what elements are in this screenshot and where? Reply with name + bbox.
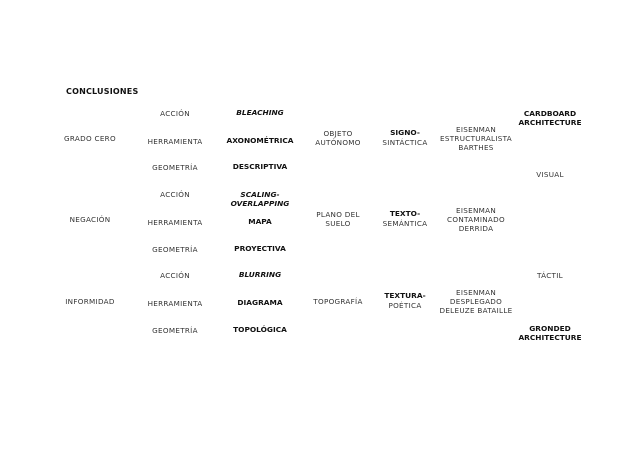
sub-geometria-3: GEOMETRÍA <box>152 326 198 335</box>
semantic-signo-line-2: SINTÁCTICA <box>382 137 428 147</box>
sense-cardboard-line-2: ARCHITECTURE <box>518 118 582 127</box>
row-label-informidad: INFORMIDAD <box>65 297 115 306</box>
author-eisenman-contaminado <box>447 206 505 233</box>
sense-grounded-architecture <box>518 324 581 342</box>
object-plano-line-2: SUELO <box>325 219 351 228</box>
author-3-line-2: DESPLEGADO <box>449 297 503 306</box>
term-scaling-overlapping <box>231 190 290 208</box>
term-proyectiva: PROYECTIVA <box>234 244 286 253</box>
sense-tactil: TÁCTIL <box>537 271 563 280</box>
object-objeto-autonomo <box>315 129 361 147</box>
term-scaling-line-2: OVERLAPPING <box>230 199 290 208</box>
sub-geometria-1: GEOMETRÍA <box>152 163 198 172</box>
semantic-texto-semantica <box>383 210 428 228</box>
object-plano-del-suelo <box>316 210 360 228</box>
term-blurring: BLURRING <box>238 270 282 279</box>
author-1-line-3: BARTHES <box>458 143 494 152</box>
author-2-line-3: DERRIDA <box>458 224 494 233</box>
author-2-line-1: EISENMAN <box>455 206 497 215</box>
sense-visual: VISUAL <box>536 170 564 179</box>
sense-cardboard-architecture <box>518 109 581 127</box>
author-eisenman-desplegado <box>439 288 512 315</box>
author-3-line-1: EISENMAN <box>455 288 497 297</box>
term-topologica: TOPOLÓGICA <box>233 325 287 334</box>
term-mapa: MAPA <box>248 217 272 226</box>
row-label-grado-cero: GRADO CERO <box>64 134 116 143</box>
sub-herramienta-1: HERRAMIENTA <box>147 137 203 146</box>
author-2-line-2: CONTAMINADO <box>447 215 505 224</box>
sub-accion-3: ACCIÓN <box>160 271 190 280</box>
semantic-texto-line-1: TEXTO- <box>389 209 421 218</box>
author-3-line-3: DELEUZE BATAILLE <box>439 306 513 315</box>
semantic-signo-sintactica <box>382 129 427 147</box>
author-1-line-2: ESTRUCTURALISTA <box>440 134 512 143</box>
sub-herramienta-2: HERRAMIENTA <box>147 218 203 227</box>
term-axonometrica: AXONOMÉTRICA <box>226 136 294 145</box>
term-diagrama: DIAGRAMA <box>237 298 283 307</box>
row-label-negacion: NEGACIÓN <box>69 215 111 224</box>
semantic-signo-line-1: SIGNO- <box>390 128 420 137</box>
sub-accion-2: ACCIÓN <box>160 190 190 199</box>
semantic-texto-line-2: SEMÁNTICA <box>382 218 428 228</box>
page-title: CONCLUSIONES <box>66 87 139 96</box>
object-plano-line-1: PLANO DEL <box>316 210 360 219</box>
sense-grounded-line-1: GRONDED <box>529 324 571 333</box>
semantic-textura-line-1: TEXTURA- <box>384 291 426 300</box>
sense-grounded-line-2: ARCHITECTURE <box>518 333 582 342</box>
author-eisenman-estructuralista <box>440 125 512 152</box>
sub-herramienta-3: HERRAMIENTA <box>147 299 203 308</box>
object-objeto-line-1: OBJETO <box>323 129 353 138</box>
term-descriptiva: DESCRIPTIVA <box>232 162 288 171</box>
term-bleaching: BLEACHING <box>236 108 284 117</box>
sub-accion-1: ACCIÓN <box>160 109 190 118</box>
object-topografia: TOPOGRAFÍA <box>313 297 363 306</box>
author-1-line-1: EISENMAN <box>455 125 497 134</box>
semantic-textura-line-2: POÉTICA <box>388 300 422 310</box>
term-scaling-line-1: SCALING- <box>240 190 280 199</box>
object-objeto-line-2: AUTÓNOMO <box>315 138 361 147</box>
sub-geometria-2: GEOMETRÍA <box>152 245 198 254</box>
semantic-textura-poetica <box>384 292 425 310</box>
sense-cardboard-line-1: CARDBOARD <box>523 109 577 118</box>
